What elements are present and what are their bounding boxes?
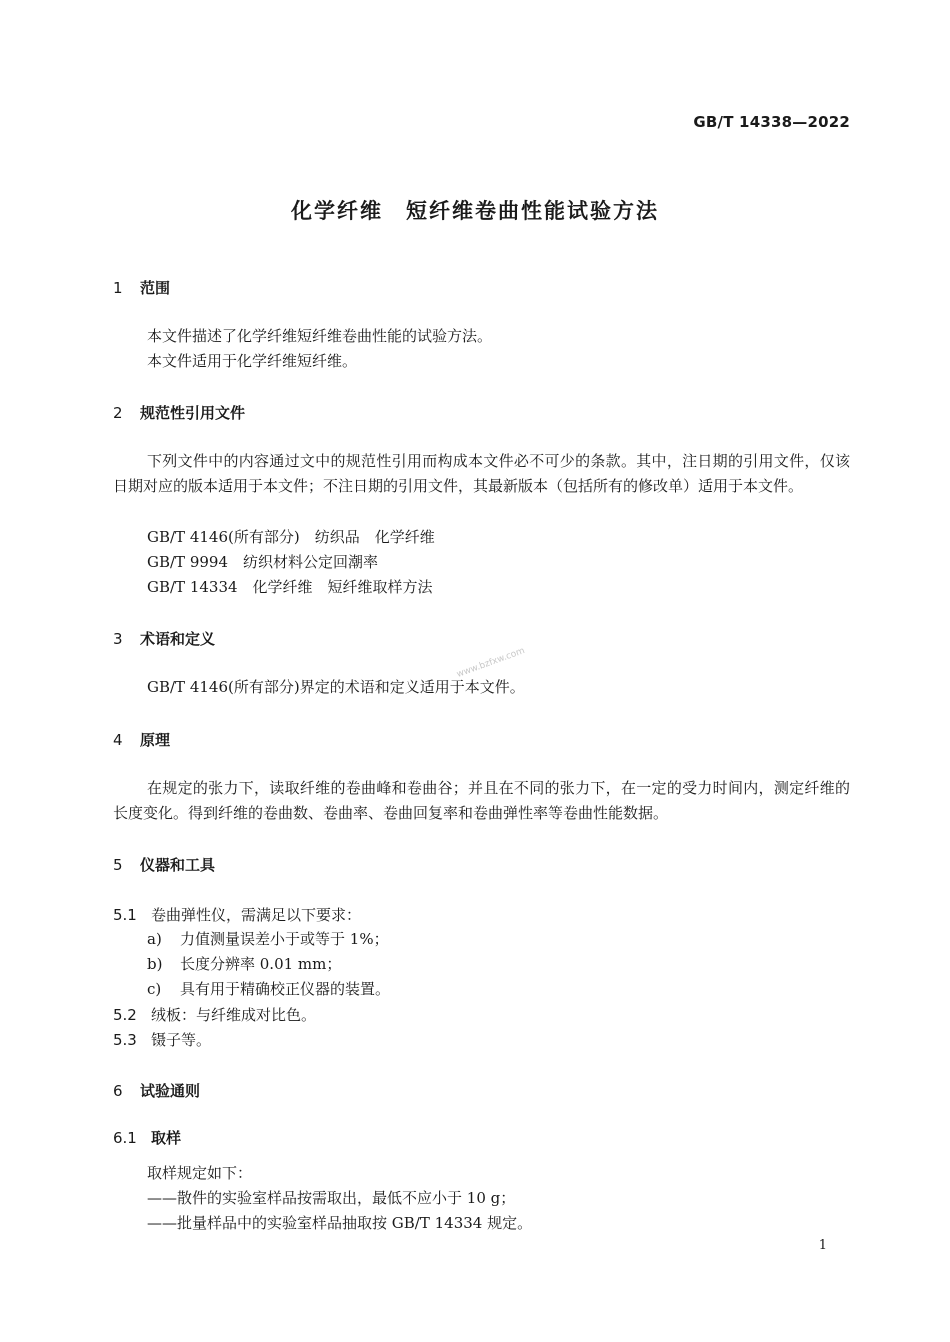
section-number: 4 bbox=[113, 731, 123, 749]
list-item bbox=[147, 979, 390, 999]
list-marker: a) bbox=[147, 930, 162, 948]
reference-item: GB/T 4146(所有部分) 纺织品 化学纤维 bbox=[147, 528, 435, 546]
section-number: 1 bbox=[113, 279, 123, 297]
page-number: 1 bbox=[818, 1238, 827, 1253]
subsection-text: 卷曲弹性仪，需满足以下要求： bbox=[151, 906, 362, 924]
subsection-text: 绒板：与纤维成对比色。 bbox=[151, 1006, 317, 1024]
reference-item: GB/T 14334 化学纤维 短纤维取样方法 bbox=[147, 578, 433, 596]
section-number: 3 bbox=[113, 630, 123, 648]
subsection-5-2 bbox=[113, 1004, 316, 1025]
list-item bbox=[147, 954, 341, 974]
scope-line-2: 本文件适用于化学纤维短纤维。 bbox=[147, 352, 358, 370]
section-label: 术语和定义 bbox=[140, 630, 216, 648]
section-5-heading bbox=[113, 854, 215, 875]
subsection-6-1 bbox=[113, 1127, 181, 1148]
list-marker: c) bbox=[147, 980, 162, 998]
normative-references-paragraph: 下列文件中的内容通过文中的规范性引用而构成本文件必不可少的条款。其中，注日期的引用文件，仅该日期对应的版本适用于本文件；不注日期的引用文件，其最新版本（包括所有的修改单）适用于本文件。 bbox=[113, 452, 850, 495]
section-number: 2 bbox=[113, 404, 123, 422]
subsection-number: 5.1 bbox=[113, 906, 137, 924]
subsection-label: 取样 bbox=[151, 1129, 182, 1147]
document-title: 化学纤维 短纤维卷曲性能试验方法 bbox=[291, 199, 659, 223]
section-4-heading bbox=[113, 729, 170, 750]
terms-line: GB/T 4146(所有部分)界定的术语和定义适用于本文件。 bbox=[147, 678, 525, 696]
section-3-heading bbox=[113, 628, 215, 649]
section-number: 6 bbox=[113, 1082, 123, 1100]
watermark: www.bzfxw.com bbox=[455, 646, 527, 680]
section-6-heading bbox=[113, 1080, 200, 1101]
principle-paragraph: 在规定的张力下，读取纤维的卷曲峰和卷曲谷；并且在不同的张力下，在一定的受力时间内，测定纤维的长度变化。得到纤维的卷曲数、卷曲率、卷曲回复率和卷曲弹性率等卷曲性能数据。 bbox=[113, 779, 850, 822]
sampling-line: 取样规定如下： bbox=[147, 1164, 253, 1182]
section-label: 原理 bbox=[140, 731, 171, 749]
section-1-heading bbox=[113, 277, 170, 298]
scope-line-1: 本文件描述了化学纤维短纤维卷曲性能的试验方法。 bbox=[147, 327, 493, 345]
subsection-number: 6.1 bbox=[113, 1129, 137, 1147]
sampling-line: ——散件的实验室样品按需取出，最低不应小于 10 g； bbox=[147, 1189, 516, 1207]
standard-code: GB/T 14338—2022 bbox=[693, 113, 850, 131]
section-label: 试验通则 bbox=[140, 1082, 201, 1100]
subsection-text: 镊子等。 bbox=[151, 1031, 212, 1049]
list-marker: b) bbox=[147, 955, 163, 973]
subsection-number: 5.3 bbox=[113, 1031, 137, 1049]
list-text: 长度分辨率 0.01 mm； bbox=[180, 955, 342, 973]
reference-item: GB/T 9994 纺织材料公定回潮率 bbox=[147, 553, 379, 571]
subsection-5-1 bbox=[113, 904, 361, 925]
section-number: 5 bbox=[113, 856, 123, 874]
subsection-number: 5.2 bbox=[113, 1006, 137, 1024]
section-label: 范围 bbox=[140, 279, 171, 297]
list-text: 具有用于精确校正仪器的装置。 bbox=[180, 980, 391, 998]
section-label: 规范性引用文件 bbox=[140, 404, 246, 422]
subsection-5-3 bbox=[113, 1029, 211, 1050]
list-text: 力值测量误差小于或等于 1%； bbox=[180, 930, 389, 948]
sampling-line: ——批量样品中的实验室样品抽取按 GB/T 14334 规定。 bbox=[147, 1214, 533, 1232]
section-2-heading bbox=[113, 402, 245, 423]
list-item bbox=[147, 929, 389, 949]
section-label: 仪器和工具 bbox=[140, 856, 216, 874]
